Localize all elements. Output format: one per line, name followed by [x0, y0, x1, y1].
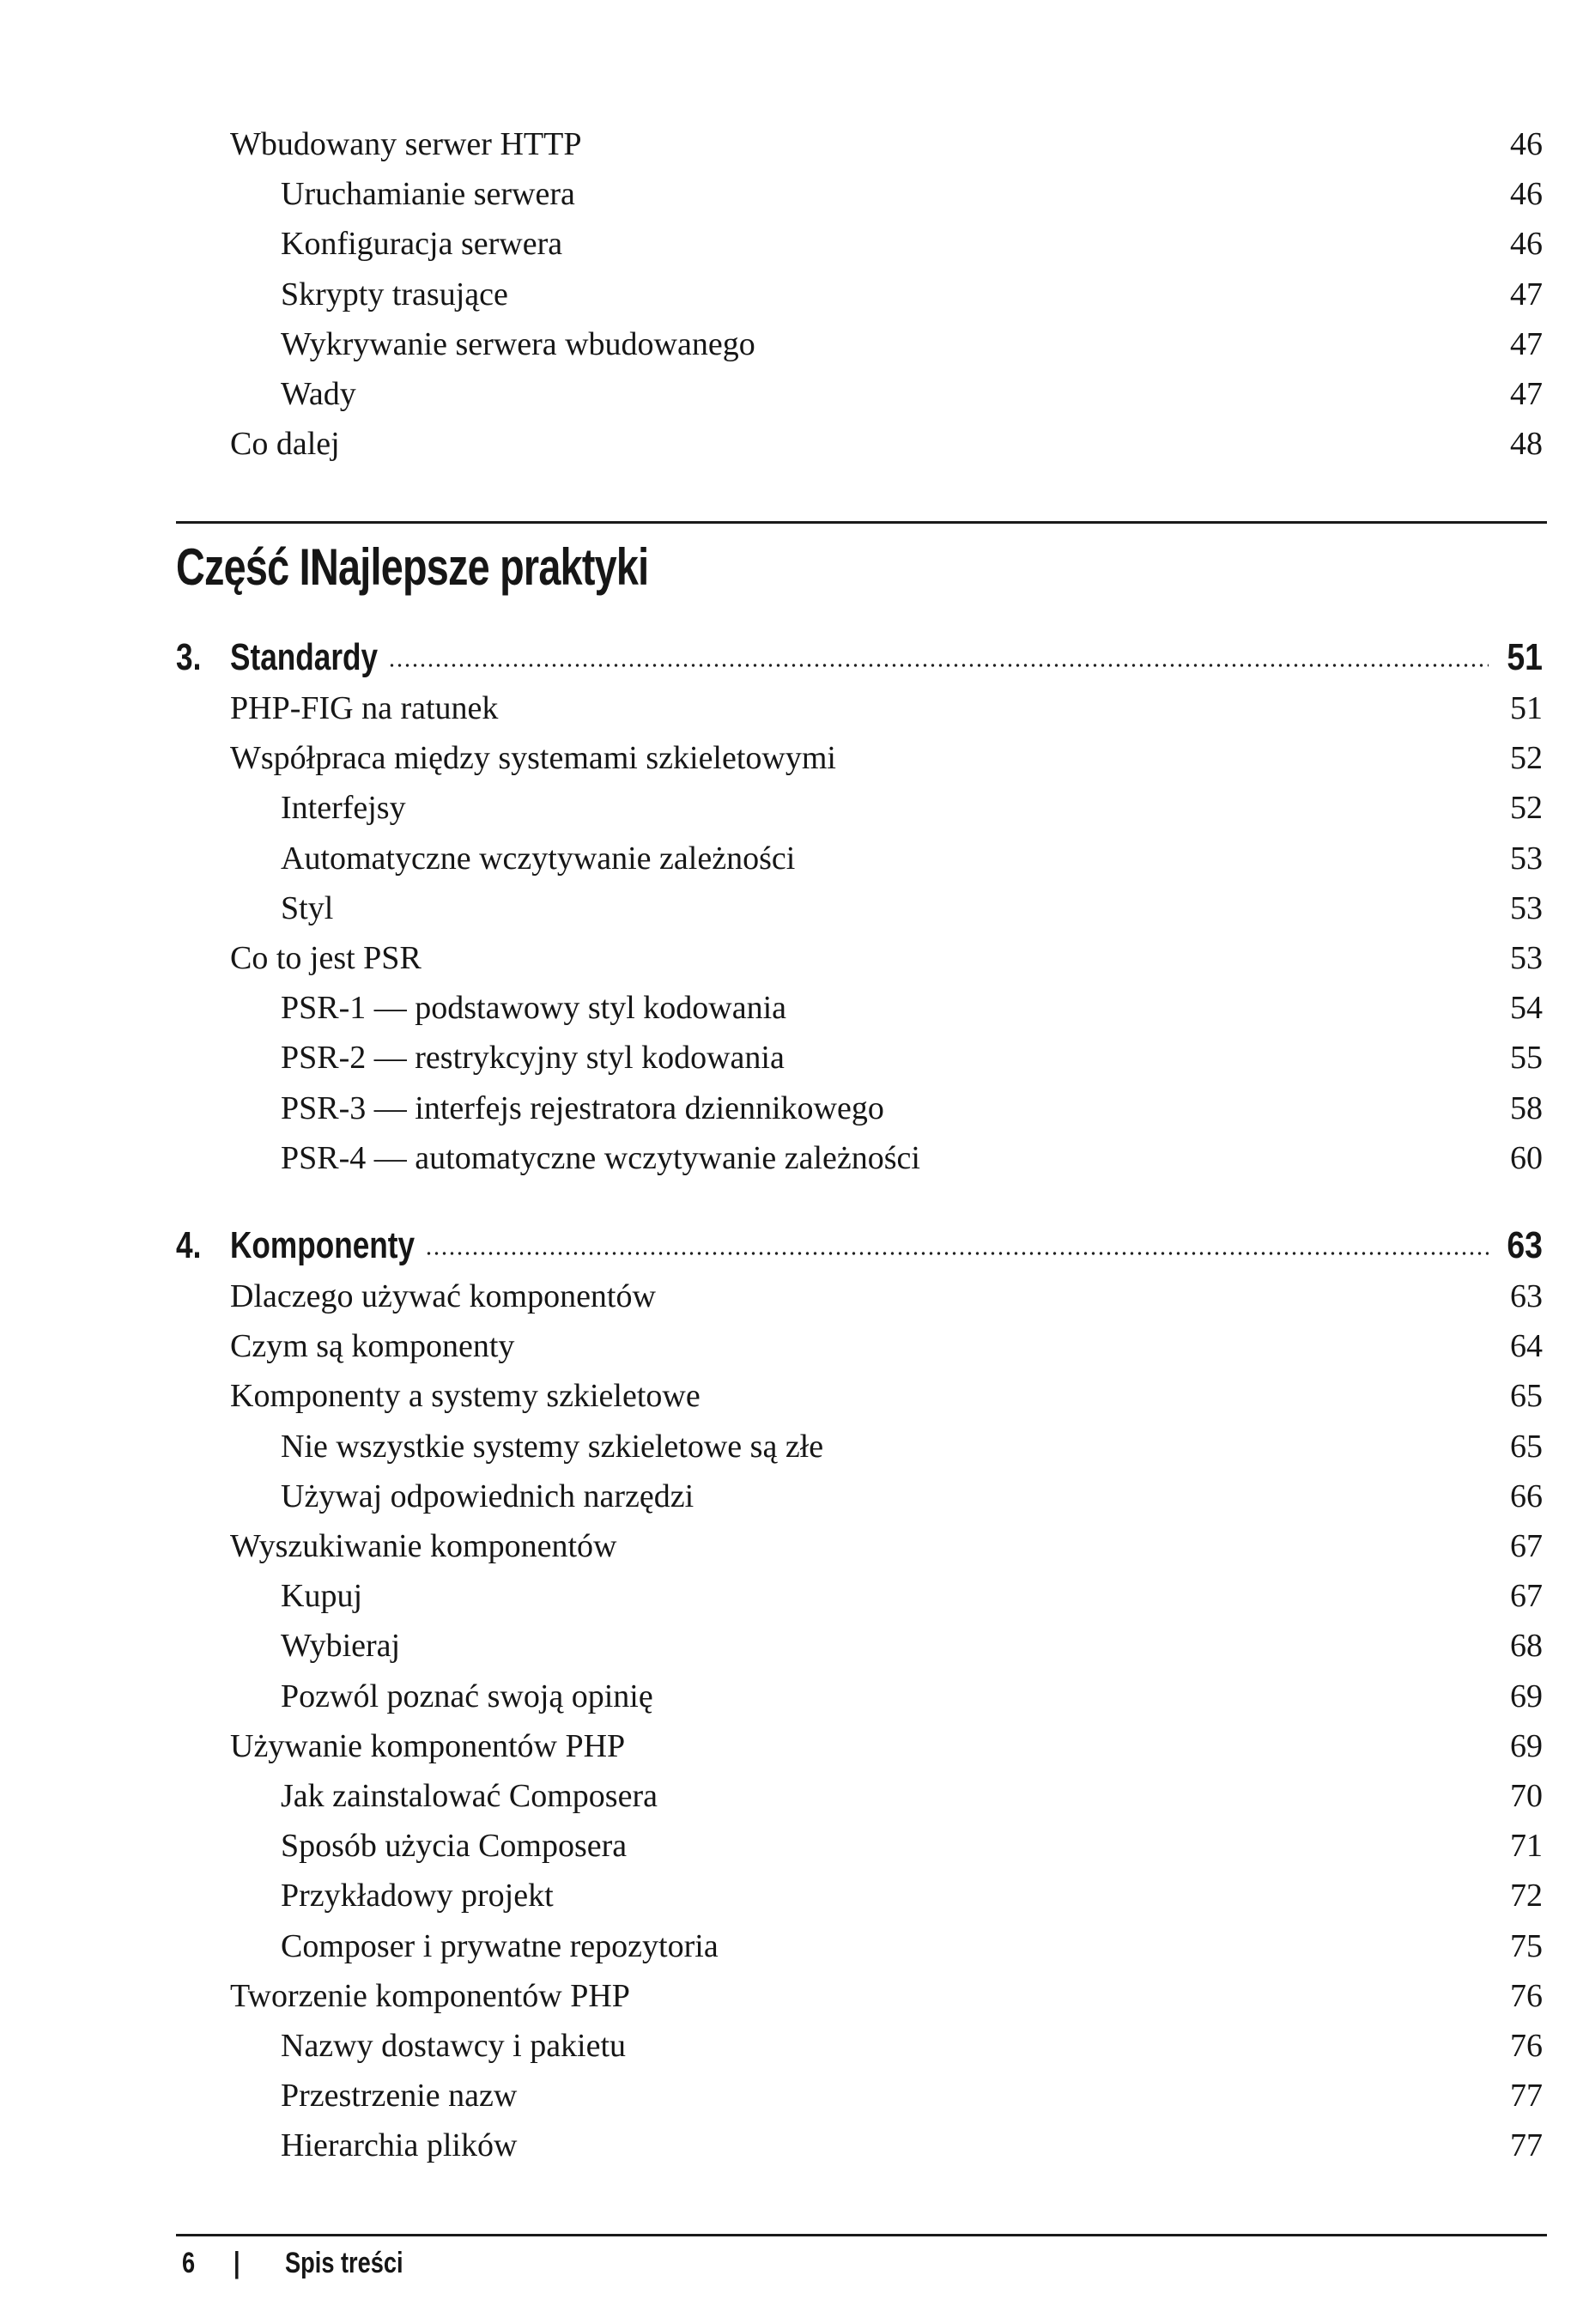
- part-title: Najlepsze praktyki: [310, 538, 649, 596]
- toc-entry-title: Współpraca między systemami szkieletowymi: [230, 740, 836, 777]
- toc-entry[interactable]: [176, 1971, 1547, 2021]
- toc-entry[interactable]: [176, 2021, 1547, 2071]
- chapter-number: 4.: [176, 1224, 202, 1266]
- toc-entry-page: 77: [1510, 2078, 1543, 2115]
- toc-entry-title: Sposób użycia Composera: [281, 1828, 628, 1865]
- part-heading: [176, 539, 648, 596]
- toc-entry[interactable]: [176, 1422, 1547, 1471]
- chapter-heading[interactable]: [176, 1220, 1547, 1271]
- toc-entry[interactable]: [176, 419, 1547, 469]
- part-number: Część II: [176, 538, 321, 596]
- toc-entry[interactable]: [176, 1521, 1547, 1571]
- toc-entry-page: 63: [1510, 1278, 1543, 1315]
- toc-entry-title: Styl: [281, 889, 334, 926]
- toc-entry[interactable]: [176, 119, 1547, 169]
- toc-entry-page: 72: [1510, 1878, 1543, 1914]
- dot-leader: [388, 663, 1489, 668]
- toc-entry-title: PSR-1 — podstawowy styl kodowania: [281, 990, 786, 1027]
- toc-entry-title: Uruchamianie serwera: [281, 176, 575, 213]
- toc-entry-page: 53: [1510, 840, 1543, 877]
- toc-entry[interactable]: [176, 783, 1547, 833]
- toc-entry-page: 69: [1510, 1678, 1543, 1714]
- toc-entry[interactable]: [176, 1920, 1547, 1970]
- toc-entry[interactable]: [176, 1321, 1547, 1371]
- toc-entry-page: 47: [1510, 325, 1543, 362]
- toc-entry-page: 68: [1510, 1628, 1543, 1665]
- toc-entry-page: 67: [1510, 1578, 1543, 1615]
- toc-entry-page: 52: [1510, 740, 1543, 777]
- toc-entry[interactable]: [176, 369, 1547, 419]
- toc-entry-page: 48: [1510, 426, 1543, 463]
- toc-entry-page: 58: [1510, 1089, 1543, 1126]
- toc-entry-title: Composer i prywatne repozytoria: [281, 1927, 719, 1964]
- toc-entry-title: Jak zainstalować Composera: [281, 1777, 658, 1814]
- toc-entry[interactable]: [176, 883, 1547, 933]
- toc-entry-title: Tworzenie komponentów PHP: [230, 1977, 630, 2014]
- chapter-3: [176, 632, 1547, 1183]
- toc-entry[interactable]: [176, 733, 1547, 783]
- toc-entry[interactable]: [176, 1721, 1547, 1771]
- toc-entry-page: 76: [1510, 1977, 1543, 2014]
- part-divider: [176, 521, 1547, 524]
- toc-entry-page: 46: [1510, 226, 1543, 263]
- toc-entry[interactable]: [176, 1771, 1547, 1821]
- toc-entry-title: Wbudowany serwer HTTP: [230, 126, 582, 163]
- toc-entry-page: 67: [1510, 1528, 1543, 1565]
- toc-entry-page: 55: [1510, 1040, 1543, 1077]
- toc-entry[interactable]: [176, 1471, 1547, 1521]
- toc-entry-title: Nie wszystkie systemy szkieletowe są złe: [281, 1428, 824, 1465]
- toc-entry-page: 71: [1510, 1828, 1543, 1865]
- toc-entry-title: Co to jest PSR: [230, 940, 422, 977]
- toc-entry-page: 52: [1510, 790, 1543, 827]
- toc-entry[interactable]: [176, 1621, 1547, 1671]
- toc-entry-title: Używanie komponentów PHP: [230, 1727, 626, 1764]
- toc-entry-title: Nazwy dostawcy i pakietu: [281, 2027, 627, 2064]
- chapter-page: 51: [1507, 636, 1543, 678]
- toc-entry-page: 53: [1510, 889, 1543, 926]
- toc-entry[interactable]: [176, 1271, 1547, 1321]
- toc-entry[interactable]: [176, 1371, 1547, 1421]
- toc-entry-title: Skrypty trasujące: [281, 276, 508, 312]
- toc-entry-page: 65: [1510, 1378, 1543, 1415]
- toc-entry[interactable]: [176, 1821, 1547, 1871]
- toc-entry[interactable]: [176, 1672, 1547, 1721]
- toc-entry-page: 53: [1510, 940, 1543, 977]
- toc-entry-page: 77: [1510, 2127, 1543, 2164]
- toc-entry-title: Kupuj: [281, 1578, 362, 1615]
- toc-entry[interactable]: [176, 270, 1547, 319]
- toc-entry-title: Hierarchia plików: [281, 2127, 518, 2164]
- toc-entry-page: 46: [1510, 176, 1543, 213]
- toc-entry[interactable]: [176, 2071, 1547, 2121]
- toc-entry-title: Automatyczne wczytywanie zależności: [281, 840, 796, 877]
- toc-section-continued: [176, 119, 1547, 469]
- toc-entry-page: 75: [1510, 1927, 1543, 1964]
- toc-entry-title: Wyszukiwanie komponentów: [230, 1528, 617, 1565]
- chapter-4: [176, 1220, 1547, 2170]
- toc-entry-page: 51: [1510, 690, 1543, 727]
- toc-entry-title: PSR-4 — automatyczne wczytywanie zależności: [281, 1139, 920, 1176]
- toc-entry-title: PHP-FIG na ratunek: [230, 690, 499, 727]
- toc-entry-page: 60: [1510, 1139, 1543, 1176]
- toc-entry-title: PSR-2 — restrykcyjny styl kodowania: [281, 1040, 785, 1077]
- toc-entry-page: 47: [1510, 376, 1543, 413]
- toc-entry-page: 65: [1510, 1428, 1543, 1465]
- toc-entry-title: Co dalej: [230, 426, 340, 463]
- toc-entry-title: Pozwól poznać swoją opinię: [281, 1678, 653, 1714]
- toc-entry[interactable]: [176, 933, 1547, 983]
- footer-separator: |: [234, 2247, 240, 2279]
- toc-entry[interactable]: [176, 1571, 1547, 1621]
- toc-entry-page: 66: [1510, 1478, 1543, 1514]
- toc-entry-page: 70: [1510, 1777, 1543, 1814]
- footer-title: Spis treści: [285, 2247, 403, 2279]
- toc-entry-page: 69: [1510, 1727, 1543, 1764]
- chapter-title: Komponenty: [230, 1224, 415, 1266]
- dot-leader: [425, 1251, 1489, 1256]
- toc-entry-title: Używaj odpowiednich narzędzi: [281, 1478, 694, 1514]
- chapter-heading[interactable]: [176, 632, 1547, 683]
- footer-divider: [176, 2234, 1547, 2236]
- toc-entry[interactable]: [176, 169, 1547, 219]
- toc-entry[interactable]: [176, 1083, 1547, 1133]
- toc-entry-page: 47: [1510, 276, 1543, 312]
- toc-entry[interactable]: [176, 683, 1547, 733]
- toc-entry-title: Czym są komponenty: [230, 1328, 515, 1365]
- toc-entry[interactable]: [176, 1871, 1547, 1920]
- toc-entry-title: PSR-3 — interfejs rejestratora dziennikowego: [281, 1089, 884, 1126]
- toc-entry-title: Wykrywanie serwera wbudowanego: [281, 325, 755, 362]
- toc-entry[interactable]: [176, 1033, 1547, 1083]
- page-footer: [182, 2247, 433, 2280]
- toc-entry-title: Komponenty a systemy szkieletowe: [230, 1378, 701, 1415]
- toc-entry-title: Interfejsy: [281, 790, 406, 827]
- toc-entry-title: Dlaczego używać komponentów: [230, 1278, 656, 1315]
- toc-entry[interactable]: [176, 319, 1547, 369]
- toc-entry[interactable]: [176, 983, 1547, 1033]
- toc-entry-title: Przestrzenie nazw: [281, 2078, 518, 2115]
- toc-entry[interactable]: [176, 219, 1547, 269]
- chapter-title: Standardy: [230, 636, 379, 678]
- chapter-page: 63: [1507, 1224, 1543, 1266]
- toc-entry-title: Wady: [281, 376, 356, 413]
- toc-entry[interactable]: [176, 2121, 1547, 2170]
- toc-entry-page: 46: [1510, 126, 1543, 163]
- toc-entry-title: Wybieraj: [281, 1628, 401, 1665]
- toc-entry[interactable]: [176, 1133, 1547, 1183]
- toc-entry-page: 64: [1510, 1328, 1543, 1365]
- toc-entry-title: Przykładowy projekt: [281, 1878, 554, 1914]
- toc-entry-page: 54: [1510, 990, 1543, 1027]
- footer-page-number: 6: [182, 2247, 196, 2279]
- toc-entry-title: Konfiguracja serwera: [281, 226, 563, 263]
- toc-entry[interactable]: [176, 834, 1547, 883]
- chapter-number: 3.: [176, 636, 202, 678]
- toc-entry-page: 76: [1510, 2027, 1543, 2064]
